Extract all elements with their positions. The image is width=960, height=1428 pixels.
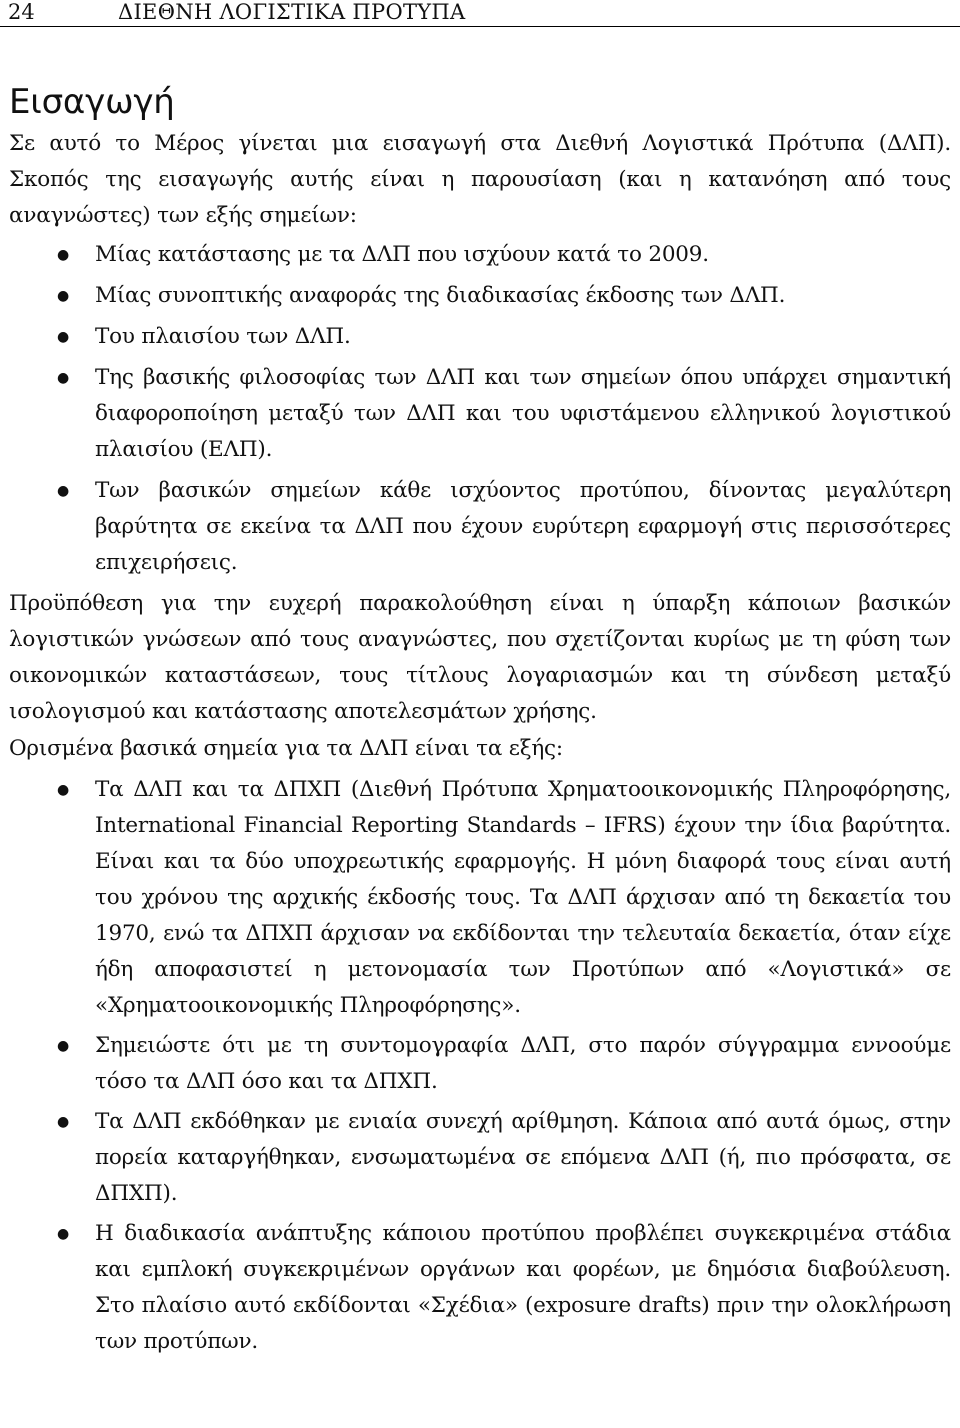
list-item: ● Τα ΔΛΠ εκδόθηκαν με ενιαία συνεχή αρίθμηση. Κάποια από αυτά όμως, στην πορεία καταργήθηκαν, ενσωματωμένα σε επόμενα ΔΛΠ (ή, πιο πρόσφατα, σε ΔΠΧΠ). bbox=[9, 1104, 951, 1212]
list-item: ● Του πλαισίου των ΔΛΠ. bbox=[9, 319, 951, 355]
prerequisites-paragraph: Προϋπόθεση για την ευχερή παρακολούθηση είναι η ύπαρξη κάποιων βασικών λογιστικών γνώσεων από τους αναγνώστες, που σχετίζονται κυρίως με τη φύση των οικονομικών καταστάσεων, τους τίτλους λογαριασμών και τη σύνδεση μεταξύ ισολογισμού και κατάστασης αποτελεσμάτων χρήσης. bbox=[9, 591, 951, 724]
list-item: ● Της βασικής φιλοσοφίας των ΔΛΠ και των σημείων όπου υπάρχει σημαντική διαφοροποίηση μεταξύ των ΔΛΠ και του υφιστάμενου ελληνικού λογιστικού πλαισίου (ΕΛΠ). bbox=[9, 360, 951, 468]
bullet-icon: ● bbox=[56, 288, 70, 304]
bullet-list-key-points bbox=[9, 772, 951, 1360]
list-item: ● Τα ΔΛΠ και τα ΔΠΧΠ (Διεθνή Πρότυπα Χρηματοοικονομικής Πληροφόρησης, International Financial Reporting Standards – IFRS) έχουν την ίδια βαρύτητα. Είναι και τα δύο υποχρεωτικής εφαρμογής. Η μόνη διαφορά τους είναι αυτή του χρόνου της αρχικής έκδοσής τους. Τα ΔΛΠ άρχισαν από τη δεκαετία του 1970, ενώ τα ΔΠΧΠ άρχισαν να εκδίδονται την τελευταία δεκαετία, όταν είχε ήδη αποφασιστεί η μετονομασία των Προτύπων από «Λογιστικά» σε «Χρηματοοικονομικής Πληροφόρησης». bbox=[9, 772, 951, 1024]
running-title: ΔΙΕΘΝΗ ΛΟΓΙΣΤΙΚΑ ΠΡΟΤΥΠΑ bbox=[118, 0, 466, 24]
bullet-icon: ● bbox=[56, 1038, 70, 1054]
list-item: ● Μίας κατάστασης με τα ΔΛΠ που ισχύουν κατά το 2009. bbox=[9, 237, 951, 273]
intro-paragraph: Σε αυτό το Μέρος γίνεται μια εισαγωγή στα Διεθνή Λογιστικά Πρότυπα (ΔΛΠ). Σκοπός της εισαγωγής αυτής είναι η παρουσίαση (και η κατανόηση από τους αναγνώστες) των εξής σημείων: bbox=[9, 131, 951, 228]
bullet-list-points bbox=[9, 237, 951, 581]
bullet-icon: ● bbox=[56, 247, 70, 263]
list-item: ● Των βασικών σημείων κάθε ισχύοντος προτύπου, δίνοντας μεγαλύτερη βαρύτητα σε εκείνα τα ΔΛΠ που έχουν ευρύτερη εφαρμογή στις περισσότερες επιχειρήσεις. bbox=[9, 473, 951, 581]
bullet-icon: ● bbox=[56, 329, 70, 345]
list-item: ● Η διαδικασία ανάπτυξης κάποιου προτύπου προβλέπει συγκεκριμένα στάδια και εμπλοκή συγκεκριμένων οργάνων και φορέων, με δημόσια διαβούλευση. Στο πλαίσιο αυτό εκδίδονται «Σχέδια» (exposure drafts) πριν την ολοκλήρωση των προτύπων. bbox=[9, 1216, 951, 1360]
bullet-icon: ● bbox=[56, 483, 70, 499]
list-item: ● Μίας συνοπτικής αναφοράς της διαδικασίας έκδοσης των ΔΛΠ. bbox=[9, 278, 951, 314]
page-content bbox=[9, 78, 951, 1364]
section-title: Εισαγωγή bbox=[9, 82, 175, 122]
page-number: 24 bbox=[8, 0, 35, 24]
list-item: ● Σημειώστε ότι με τη συντομογραφία ΔΛΠ, στο παρόν σύγγραμμα εννοούμε τόσο τα ΔΛΠ όσο και τα ΔΠΧΠ. bbox=[9, 1028, 951, 1100]
key-points-intro: Ορισμένα βασικά σημεία για τα ΔΛΠ είναι τα εξής: bbox=[9, 736, 563, 761]
bullet-icon: ● bbox=[56, 782, 70, 798]
page-header bbox=[0, 0, 960, 27]
bullet-icon: ● bbox=[56, 1226, 70, 1242]
bullet-icon: ● bbox=[56, 370, 70, 386]
bullet-icon: ● bbox=[56, 1114, 70, 1130]
